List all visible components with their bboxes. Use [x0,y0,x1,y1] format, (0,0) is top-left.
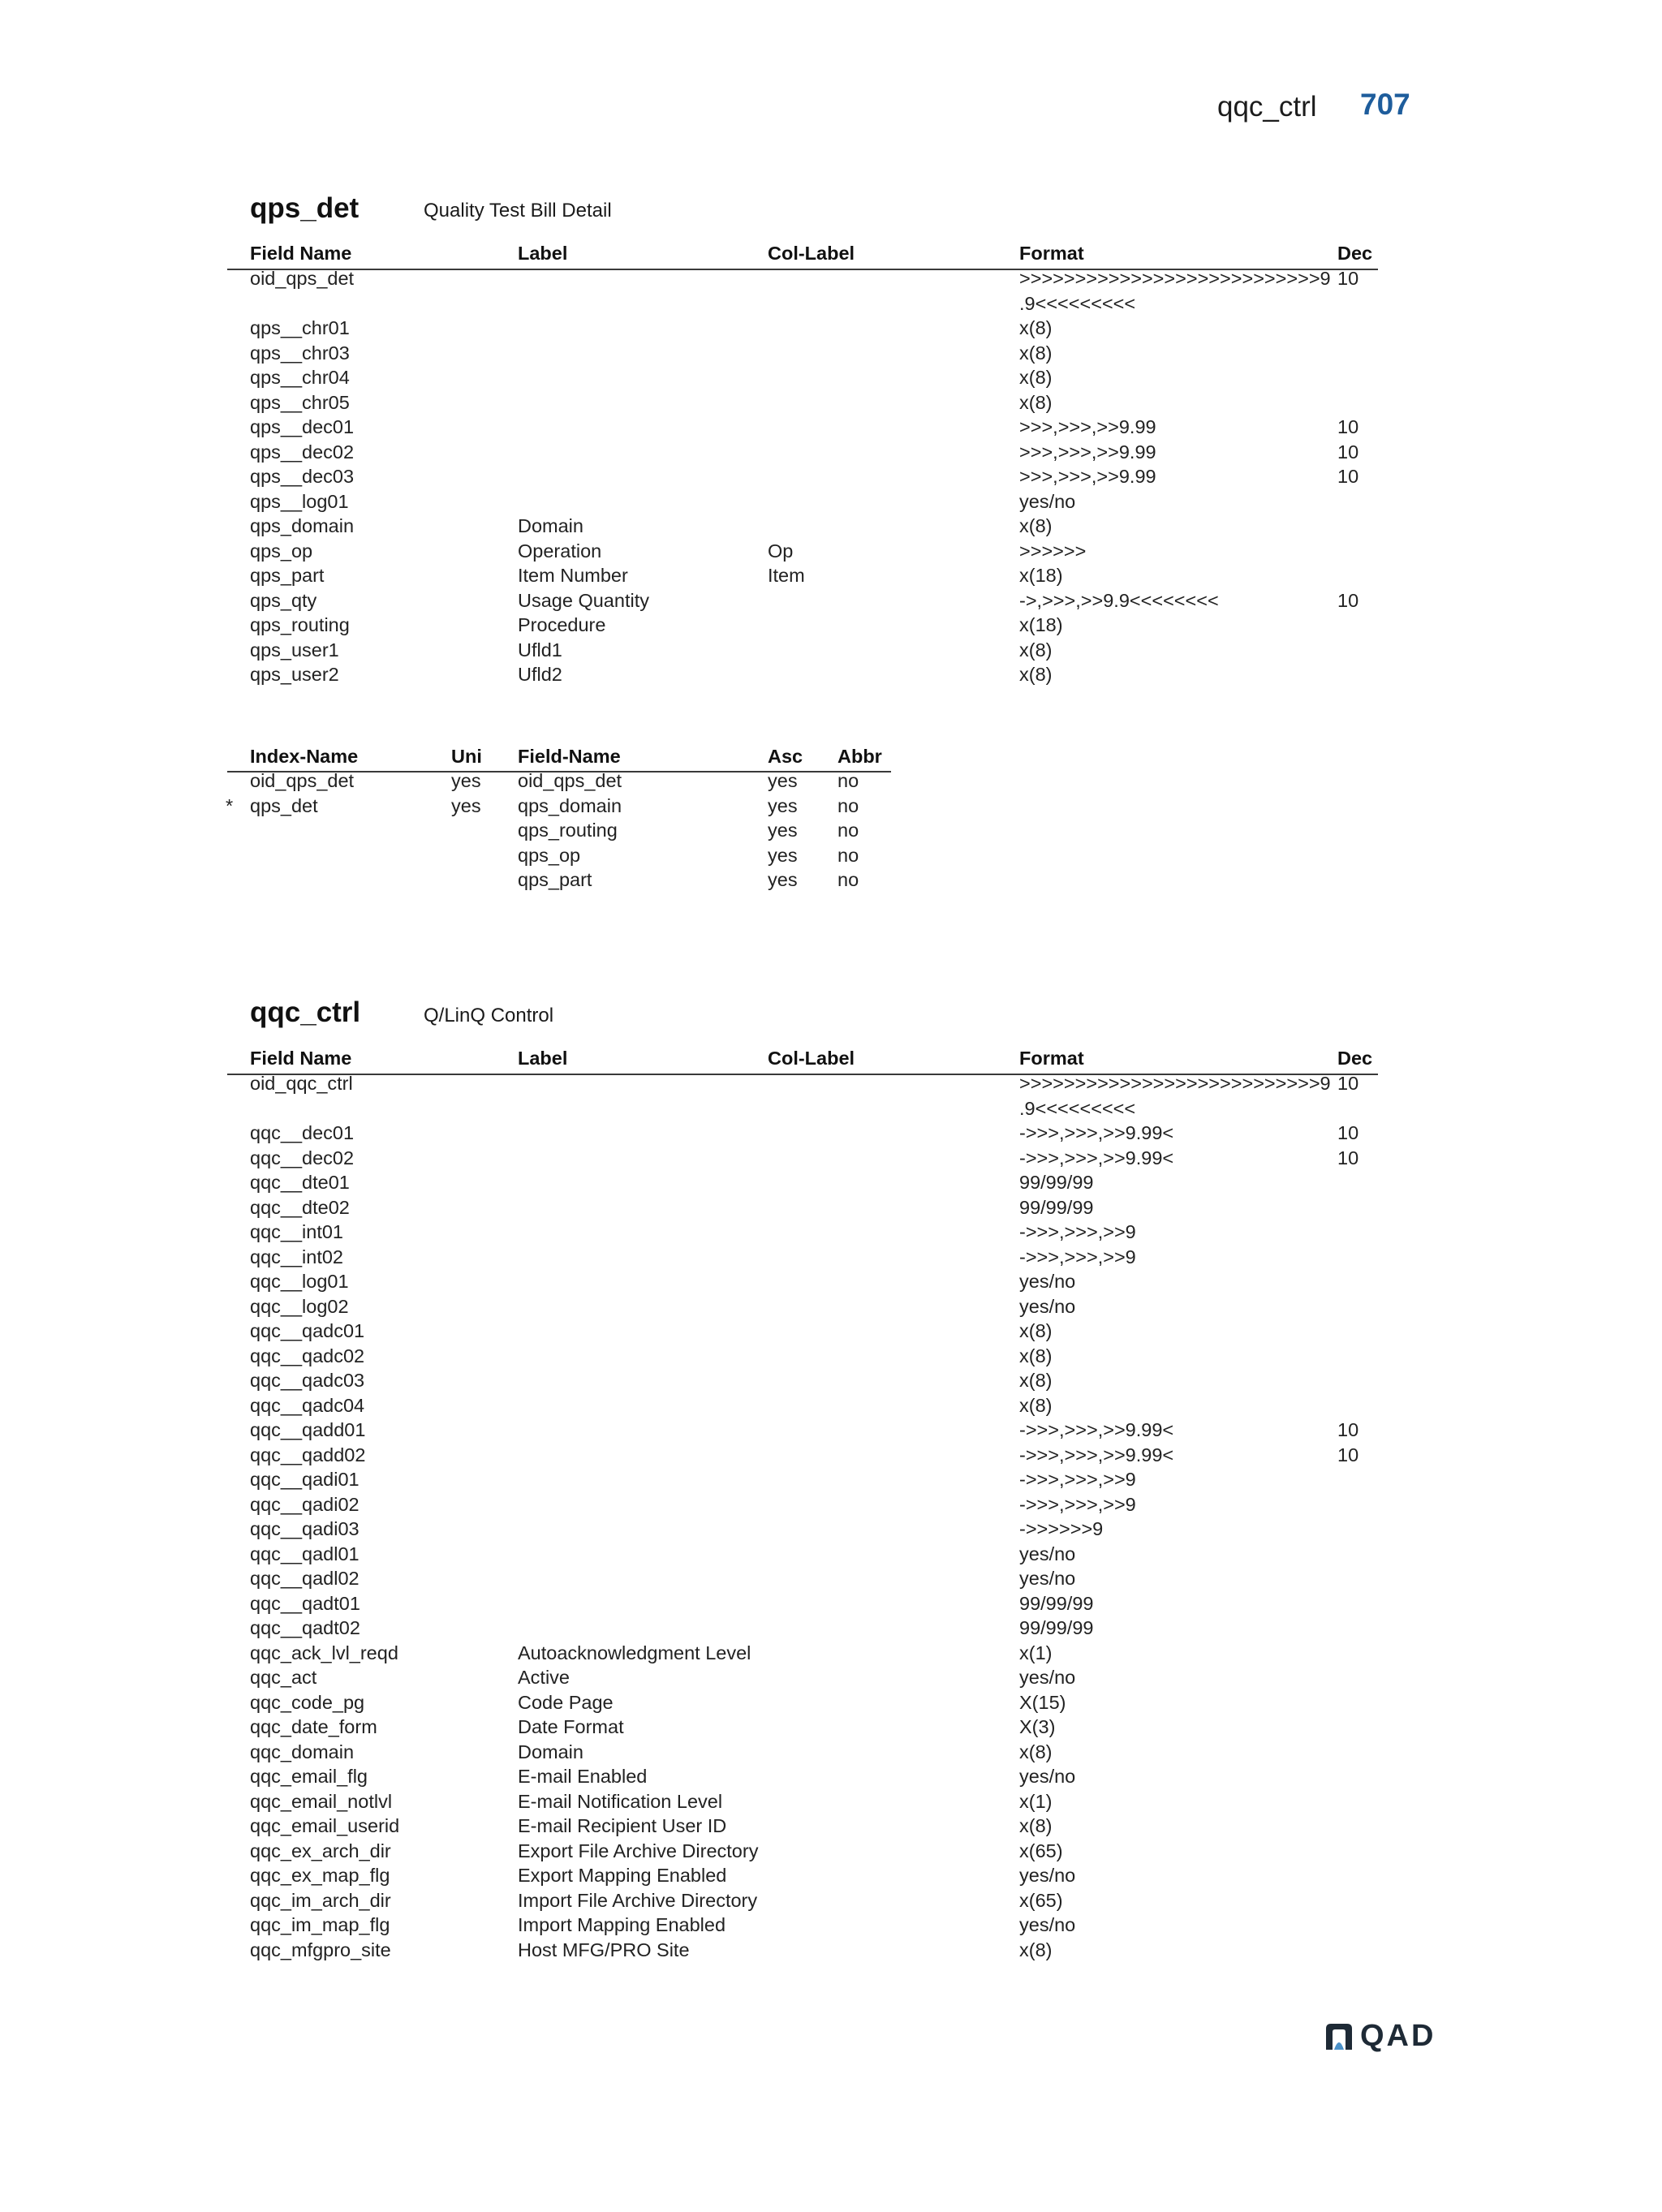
field-name: qps__log01 [250,490,349,512]
index-field-name: qps_routing [518,820,618,841]
field-label: Export File Archive Directory [518,1840,759,1861]
field-format: ->>>>>>9 [1019,1518,1104,1539]
field-format: x(8) [1019,1370,1053,1391]
field-name: qqc__int01 [250,1221,343,1242]
header-abbr: Abbr [837,746,882,767]
field-name: qps_domain [250,515,355,536]
header-dec: Dec [1337,243,1373,264]
table-name-qps-det: qps_det [250,192,360,224]
field-name: qps__dec01 [250,416,355,437]
field-name: qqc_email_notlvl [250,1790,393,1812]
field-format: >>>,>>>,>>9.99 [1019,466,1156,487]
index-abbreviated: no [837,820,859,841]
field-name: qqc__log01 [250,1271,349,1292]
field-name: qps_part [250,565,325,586]
index-abbreviated: no [837,770,859,791]
index-ascending: yes [768,869,798,890]
page-number: 707 [1360,88,1410,121]
field-format: yes/no [1019,1865,1076,1886]
field-format: X(15) [1019,1691,1066,1713]
header-col-label: Col-Label [768,1048,855,1069]
field-format: x(8) [1019,1320,1053,1341]
field-name: qqc__dte01 [250,1172,350,1193]
field-name: oid_qqc_ctrl [250,1073,353,1094]
index-name: oid_qps_det [250,770,355,791]
field-label: Active [518,1667,570,1688]
field-name: qqc__int02 [250,1246,343,1267]
field-name: qqc_ack_lvl_reqd [250,1642,398,1663]
running-title: qqc_ctrl [1217,91,1317,123]
field-format: yes/no [1019,490,1076,512]
field-label: E-mail Recipient User ID [518,1815,727,1836]
header-format: Format [1019,1048,1084,1069]
field-label: Export Mapping Enabled [518,1865,727,1886]
field-label: Code Page [518,1691,614,1713]
field-name: qqc__qadc01 [250,1320,365,1341]
field-format: x(65) [1019,1889,1063,1911]
field-format: x(8) [1019,1939,1053,1960]
field-format: ->>>,>>>,>>9 [1019,1469,1136,1490]
table-description-qqc-ctrl: Q/LinQ Control [424,1005,554,1026]
field-name: qqc_mfgpro_site [250,1939,391,1960]
field-name: qps__dec02 [250,441,355,463]
field-col-label: Op [768,540,794,562]
field-name: qqc__qadi03 [250,1518,360,1539]
field-format: ->,>>>,>>9.9<<<<<<<< [1019,589,1219,611]
field-label: Item Number [518,565,628,586]
field-name: qps__chr05 [250,391,350,413]
field-name: qps__dec03 [250,466,355,487]
field-format: 99/99/99 [1019,1172,1094,1193]
field-label: Usage Quantity [518,589,649,611]
field-format: ->>>,>>>,>>9.99< [1019,1444,1174,1465]
field-format: ->>>,>>>,>>9.99< [1019,1122,1174,1143]
index-ascending: yes [768,844,798,866]
index-abbreviated: no [837,844,859,866]
index-abbreviated: no [837,869,859,890]
qad-logo-icon [1323,2020,1355,2053]
field-name: qqc__qadt01 [250,1592,360,1614]
index-unique: yes [451,770,481,791]
field-dec: 10 [1337,466,1359,487]
field-name: qqc__dec02 [250,1147,355,1168]
field-col-label: Item [768,565,805,586]
field-format: 99/99/99 [1019,1617,1094,1638]
field-format: x(8) [1019,1741,1053,1762]
field-name: qps_qty [250,589,317,611]
field-name: qqc_email_flg [250,1766,368,1787]
field-dec: 10 [1337,1122,1359,1143]
header-asc: Asc [768,746,803,767]
field-name: qps__chr03 [250,342,350,364]
field-name: qqc_ex_map_flg [250,1865,390,1886]
field-name: qps_user2 [250,664,339,685]
field-name: qqc_code_pg [250,1691,365,1713]
field-name: qqc_act [250,1667,317,1688]
field-format: yes/no [1019,1295,1076,1317]
field-format: 99/99/99 [1019,1196,1094,1218]
field-format: yes/no [1019,1667,1076,1688]
field-name: qqc__dte02 [250,1196,350,1218]
index-ascending: yes [768,820,798,841]
field-name: qqc__qadi02 [250,1493,360,1515]
field-name: oid_qps_det [250,268,355,289]
field-format: x(65) [1019,1840,1063,1861]
header-field-name-idx: Field-Name [518,746,621,767]
field-label: Ufld1 [518,639,562,661]
header-index-name: Index-Name [250,746,359,767]
index-name: qps_det [250,794,318,816]
header-format: Format [1019,243,1084,264]
field-name: qqc__qadl01 [250,1543,360,1564]
field-name: qqc_email_userid [250,1815,400,1836]
primary-index-marker: * [226,794,234,816]
field-dec: 10 [1337,1073,1359,1094]
field-label: Autoacknowledgment Level [518,1642,751,1663]
field-name: qps_routing [250,614,350,635]
field-format: 99/99/99 [1019,1592,1094,1614]
field-name: qps_user1 [250,639,339,661]
field-dec: 10 [1337,416,1359,437]
field-name: qqc__qadc04 [250,1394,365,1416]
field-format: ->>>,>>>,>>9 [1019,1246,1136,1267]
field-name: qps__chr04 [250,367,350,388]
field-format: yes/no [1019,1568,1076,1589]
index-ascending: yes [768,794,798,816]
field-format: x(8) [1019,317,1053,338]
field-name: qqc_ex_arch_dir [250,1840,391,1861]
field-label: Operation [518,540,602,562]
field-format-continued: .9<<<<<<<<< [1019,292,1136,314]
field-format: >>>,>>>,>>9.99 [1019,416,1156,437]
field-format: x(8) [1019,1815,1053,1836]
index-field-name: oid_qps_det [518,770,622,791]
header-field-name: Field Name [250,243,352,264]
index-field-name: qps_part [518,869,592,890]
field-name: qqc_domain [250,1741,355,1762]
field-label: Date Format [518,1716,624,1737]
field-format: x(8) [1019,664,1053,685]
field-format: yes/no [1019,1914,1076,1935]
field-label: Ufld2 [518,664,562,685]
header-dec: Dec [1337,1048,1373,1069]
field-label: Import Mapping Enabled [518,1914,726,1935]
field-dec: 10 [1337,268,1359,289]
index-unique: yes [451,794,481,816]
field-name: qqc__qadc03 [250,1370,365,1391]
field-format: x(8) [1019,367,1053,388]
header-uni: Uni [451,746,482,767]
field-format: X(3) [1019,1716,1056,1737]
field-label: E-mail Notification Level [518,1790,723,1812]
field-name: qqc__qadd02 [250,1444,366,1465]
field-label: Domain [518,1741,583,1762]
index-field-name: qps_op [518,844,581,866]
field-format: >>>>>> [1019,540,1087,562]
field-format: x(8) [1019,1394,1053,1416]
field-format: ->>>,>>>,>>9.99< [1019,1419,1174,1440]
field-dec: 10 [1337,589,1359,611]
field-format: yes/no [1019,1271,1076,1292]
field-format-continued: .9<<<<<<<<< [1019,1097,1136,1119]
field-name: qqc__qadd01 [250,1419,366,1440]
field-label: Domain [518,515,583,536]
field-name: qqc__qadc02 [250,1345,365,1366]
field-name: qps_op [250,540,313,562]
field-format: >>>,>>>,>>9.99 [1019,441,1156,463]
field-format: x(8) [1019,515,1053,536]
field-label: Import File Archive Directory [518,1889,758,1911]
field-format: x(1) [1019,1642,1053,1663]
field-label: Host MFG/PRO Site [518,1939,690,1960]
field-dec: 10 [1337,441,1359,463]
field-format: >>>>>>>>>>>>>>>>>>>>>>>>>>>9 [1019,268,1331,289]
field-format: x(8) [1019,391,1053,413]
field-name: qqc__dec01 [250,1122,355,1143]
field-name: qqc__qadt02 [250,1617,360,1638]
field-format: x(8) [1019,1345,1053,1366]
field-name: qqc_im_arch_dir [250,1889,391,1911]
field-name: qqc_date_form [250,1716,377,1737]
field-format: x(18) [1019,565,1063,586]
field-format: yes/no [1019,1766,1076,1787]
table-name-qqc-ctrl: qqc_ctrl [250,996,361,1028]
index-ascending: yes [768,770,798,791]
field-format: yes/no [1019,1543,1076,1564]
field-format: >>>>>>>>>>>>>>>>>>>>>>>>>>>9 [1019,1073,1331,1094]
field-label: E-mail Enabled [518,1766,648,1787]
field-name: qps__chr01 [250,317,350,338]
header-label: Label [518,243,568,264]
index-field-name: qps_domain [518,794,622,816]
field-format: ->>>,>>>,>>9.99< [1019,1147,1174,1168]
field-format: x(8) [1019,639,1053,661]
field-format: x(18) [1019,614,1063,635]
field-format: x(8) [1019,342,1053,364]
field-format: ->>>,>>>,>>9 [1019,1221,1136,1242]
header-col-label: Col-Label [768,243,855,264]
table-description-qps-det: Quality Test Bill Detail [424,200,612,222]
field-dec: 10 [1337,1444,1359,1465]
qad-logo-text: QAD [1360,2019,1436,2053]
field-format: x(1) [1019,1790,1053,1812]
header-label: Label [518,1048,568,1069]
field-dec: 10 [1337,1419,1359,1440]
field-label: Procedure [518,614,606,635]
index-abbreviated: no [837,794,859,816]
field-name: qqc__log02 [250,1295,349,1317]
field-name: qqc__qadl02 [250,1568,360,1589]
field-name: qqc_im_map_flg [250,1914,390,1935]
qad-logo [1323,2019,1436,2054]
field-name: qqc__qadi01 [250,1469,360,1490]
field-dec: 10 [1337,1147,1359,1168]
field-format: ->>>,>>>,>>9 [1019,1493,1136,1515]
header-field-name: Field Name [250,1048,352,1069]
